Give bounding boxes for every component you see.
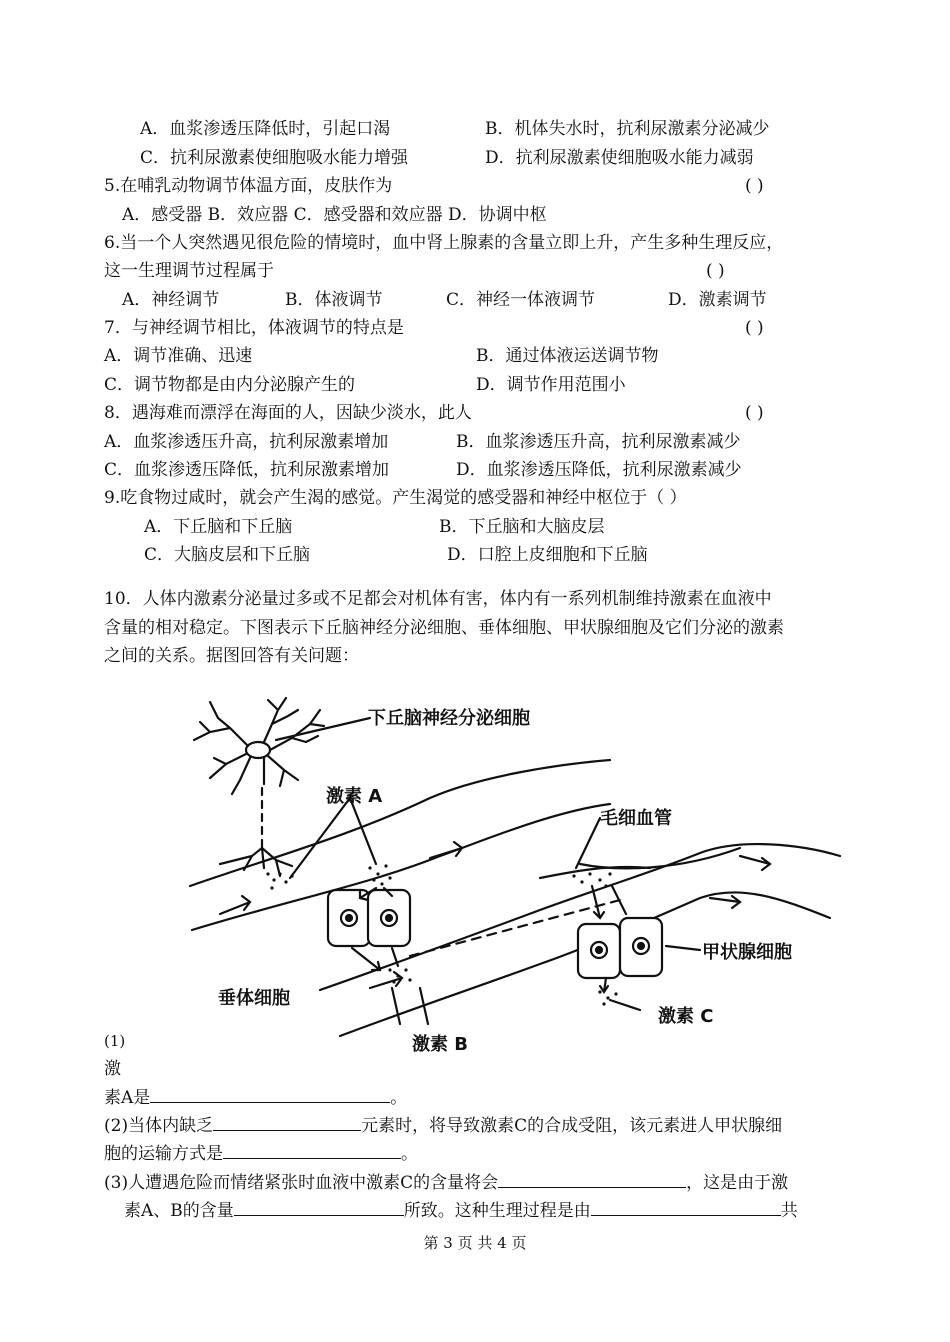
q5-options: A．感受器 B．效应器 C．感受器和效应器 D．协调中枢 — [122, 205, 547, 225]
q8-answer-paren: ( ) — [745, 403, 764, 423]
q10-sub3-line2-middle: 所致。这种生理过程是由 — [403, 1201, 591, 1221]
label-hormone-b: 激素 B — [412, 1034, 468, 1055]
q9-option-b: B．下丘脑和大脑皮层 — [439, 517, 605, 537]
q8-option-c: C．血浆渗透压降低，抗利尿激素增加 — [104, 460, 390, 480]
q10-intro-line3: 之间的关系。据图回答有关问题： — [104, 646, 359, 666]
q10-sub2-line2 — [104, 1142, 418, 1165]
q10-sub2-line1 — [104, 1114, 782, 1137]
q10-sub1-line — [104, 1086, 407, 1109]
q10-sub2-line2-prefix: 胞的运输方式是 — [104, 1144, 223, 1164]
q7-answer-paren: ( ) — [745, 318, 764, 338]
q6-answer-paren: ( ) — [706, 261, 725, 281]
q7-option-d: D．调节作用范围小 — [476, 375, 626, 395]
q10-sub3-line2 — [124, 1199, 798, 1222]
q10-sub3-line1 — [104, 1171, 788, 1194]
q10-intro-line1: 10．人体内激素分泌量过多或不足都会对机体有害，体内有一系列机制维持激素在血液中 — [104, 589, 772, 609]
q10-sub2-line2-suffix: 。 — [401, 1144, 418, 1164]
q6-option-a: A．神经调节 — [122, 290, 220, 310]
label-pituitary-cell: 垂体细胞 — [218, 988, 290, 1009]
q7-option-a: A．调节准确、迅速 — [104, 346, 253, 366]
q7-stem: 7．与神经调节相比，体液调节的特点是 — [104, 318, 404, 338]
thyroid-cell-icon — [578, 918, 662, 978]
q9-stem: 9.吃食物过咸时，就会产生渴的感觉。产生渴觉的感受器和神经中枢位于（ ） — [104, 488, 687, 508]
q10-sub3-suffix: ，这是由于激 — [686, 1173, 789, 1193]
hormone-regulation-figure — [180, 688, 860, 1060]
q7-option-b: B．通过体液运送调节物 — [476, 346, 659, 366]
q10-intro-line2: 含量的相对稳定。下图表示下丘脑神经分泌细胞、垂体细胞、甲状腺细胞及它们分泌的激素 — [104, 618, 784, 638]
q8-option-b: B．血浆渗透压升高，抗利尿激素减少 — [456, 432, 741, 452]
pituitary-cell-icon — [328, 890, 410, 946]
q9-option-d: D．口腔上皮细胞和下丘脑 — [447, 545, 648, 565]
q7-option-c: C．调节物都是由内分泌腺产生的 — [104, 375, 356, 395]
q10-sub3-line2-prefix: 素A、B的含量 — [124, 1201, 234, 1221]
label-hormone-c: 激素 C — [658, 1006, 714, 1027]
q6-stem-line1: 6.当一个人突然遇见很危险的情境时，血中肾上腺素的含量立即上升，产生多种生理反应， — [104, 233, 784, 253]
q6-option-c: C．神经一体液调节 — [446, 290, 596, 310]
q10-sub3-content-blank[interactable] — [498, 1171, 686, 1188]
q10-sub3-mechanism-blank[interactable] — [591, 1199, 781, 1216]
q4-option-b: B．机体失水时，抗利尿激素分泌减少 — [485, 119, 770, 139]
q8-option-d: D．血浆渗透压降低，抗利尿激素减少 — [456, 460, 742, 480]
q10-sub2-element-blank[interactable] — [213, 1114, 361, 1131]
q6-option-d: D．激素调节 — [668, 290, 767, 310]
neuron-icon — [194, 698, 324, 876]
q10-sub2-middle: 元素时，将导致激素C的合成受阻，该元素进人甲状腺细 — [361, 1116, 783, 1136]
q5-stem: 5.在哺乳动物调节体温方面，皮肤作为 — [104, 176, 393, 196]
page-footer: 第 3 页 共 4 页 — [423, 1234, 527, 1252]
q9-option-a: A．下丘脑和下丘脑 — [144, 517, 293, 537]
q6-option-b: B．体液调节 — [285, 290, 383, 310]
q10-sub3-line2-suffix: 共 — [780, 1201, 798, 1221]
q8-option-a: A．血浆渗透压升高，抗利尿激素增加 — [104, 432, 389, 452]
q10-sub3-level-blank[interactable] — [234, 1199, 404, 1216]
q5-answer-paren: ( ) — [745, 176, 764, 196]
q10-sub3-prefix: (3)人遭遇危险而情绪紧张时血液中激素C的含量将会 — [104, 1173, 499, 1193]
q6-stem-line2: 这一生理调节过程属于 — [104, 261, 274, 281]
label-thyroid-cell: 甲状腺细胞 — [702, 942, 792, 963]
q10-sub2-prefix: (2)当体内缺乏 — [104, 1116, 214, 1136]
q8-stem: 8．遇海难而漂浮在海面的人，因缺少淡水，此人 — [104, 403, 472, 423]
label-hypothalamus-cell: 下丘脑神经分泌细胞 — [368, 708, 530, 729]
q10-sub1-answer-blank[interactable] — [150, 1086, 390, 1103]
label-capillary: 毛细血管 — [600, 808, 672, 829]
q10-sub1-number: (1) — [104, 1032, 126, 1050]
q10-sub1-suffix: 。 — [390, 1088, 408, 1108]
q9-option-c: C．大脑皮层和下丘脑 — [144, 545, 311, 565]
q4-option-a: A．血浆渗透压降低时，引起口渴 — [140, 119, 391, 139]
label-hormone-a: 激素 A — [326, 786, 383, 807]
q10-sub2-transport-blank[interactable] — [223, 1142, 401, 1159]
q4-option-d: D．抗利尿激素使细胞吸水能力减弱 — [485, 148, 754, 168]
q10-sub1-char: 激 — [104, 1059, 121, 1079]
q10-sub1-prefix: 素A是 — [104, 1088, 151, 1108]
q4-option-c: C．抗利尿激素使细胞吸水能力增强 — [140, 148, 409, 168]
